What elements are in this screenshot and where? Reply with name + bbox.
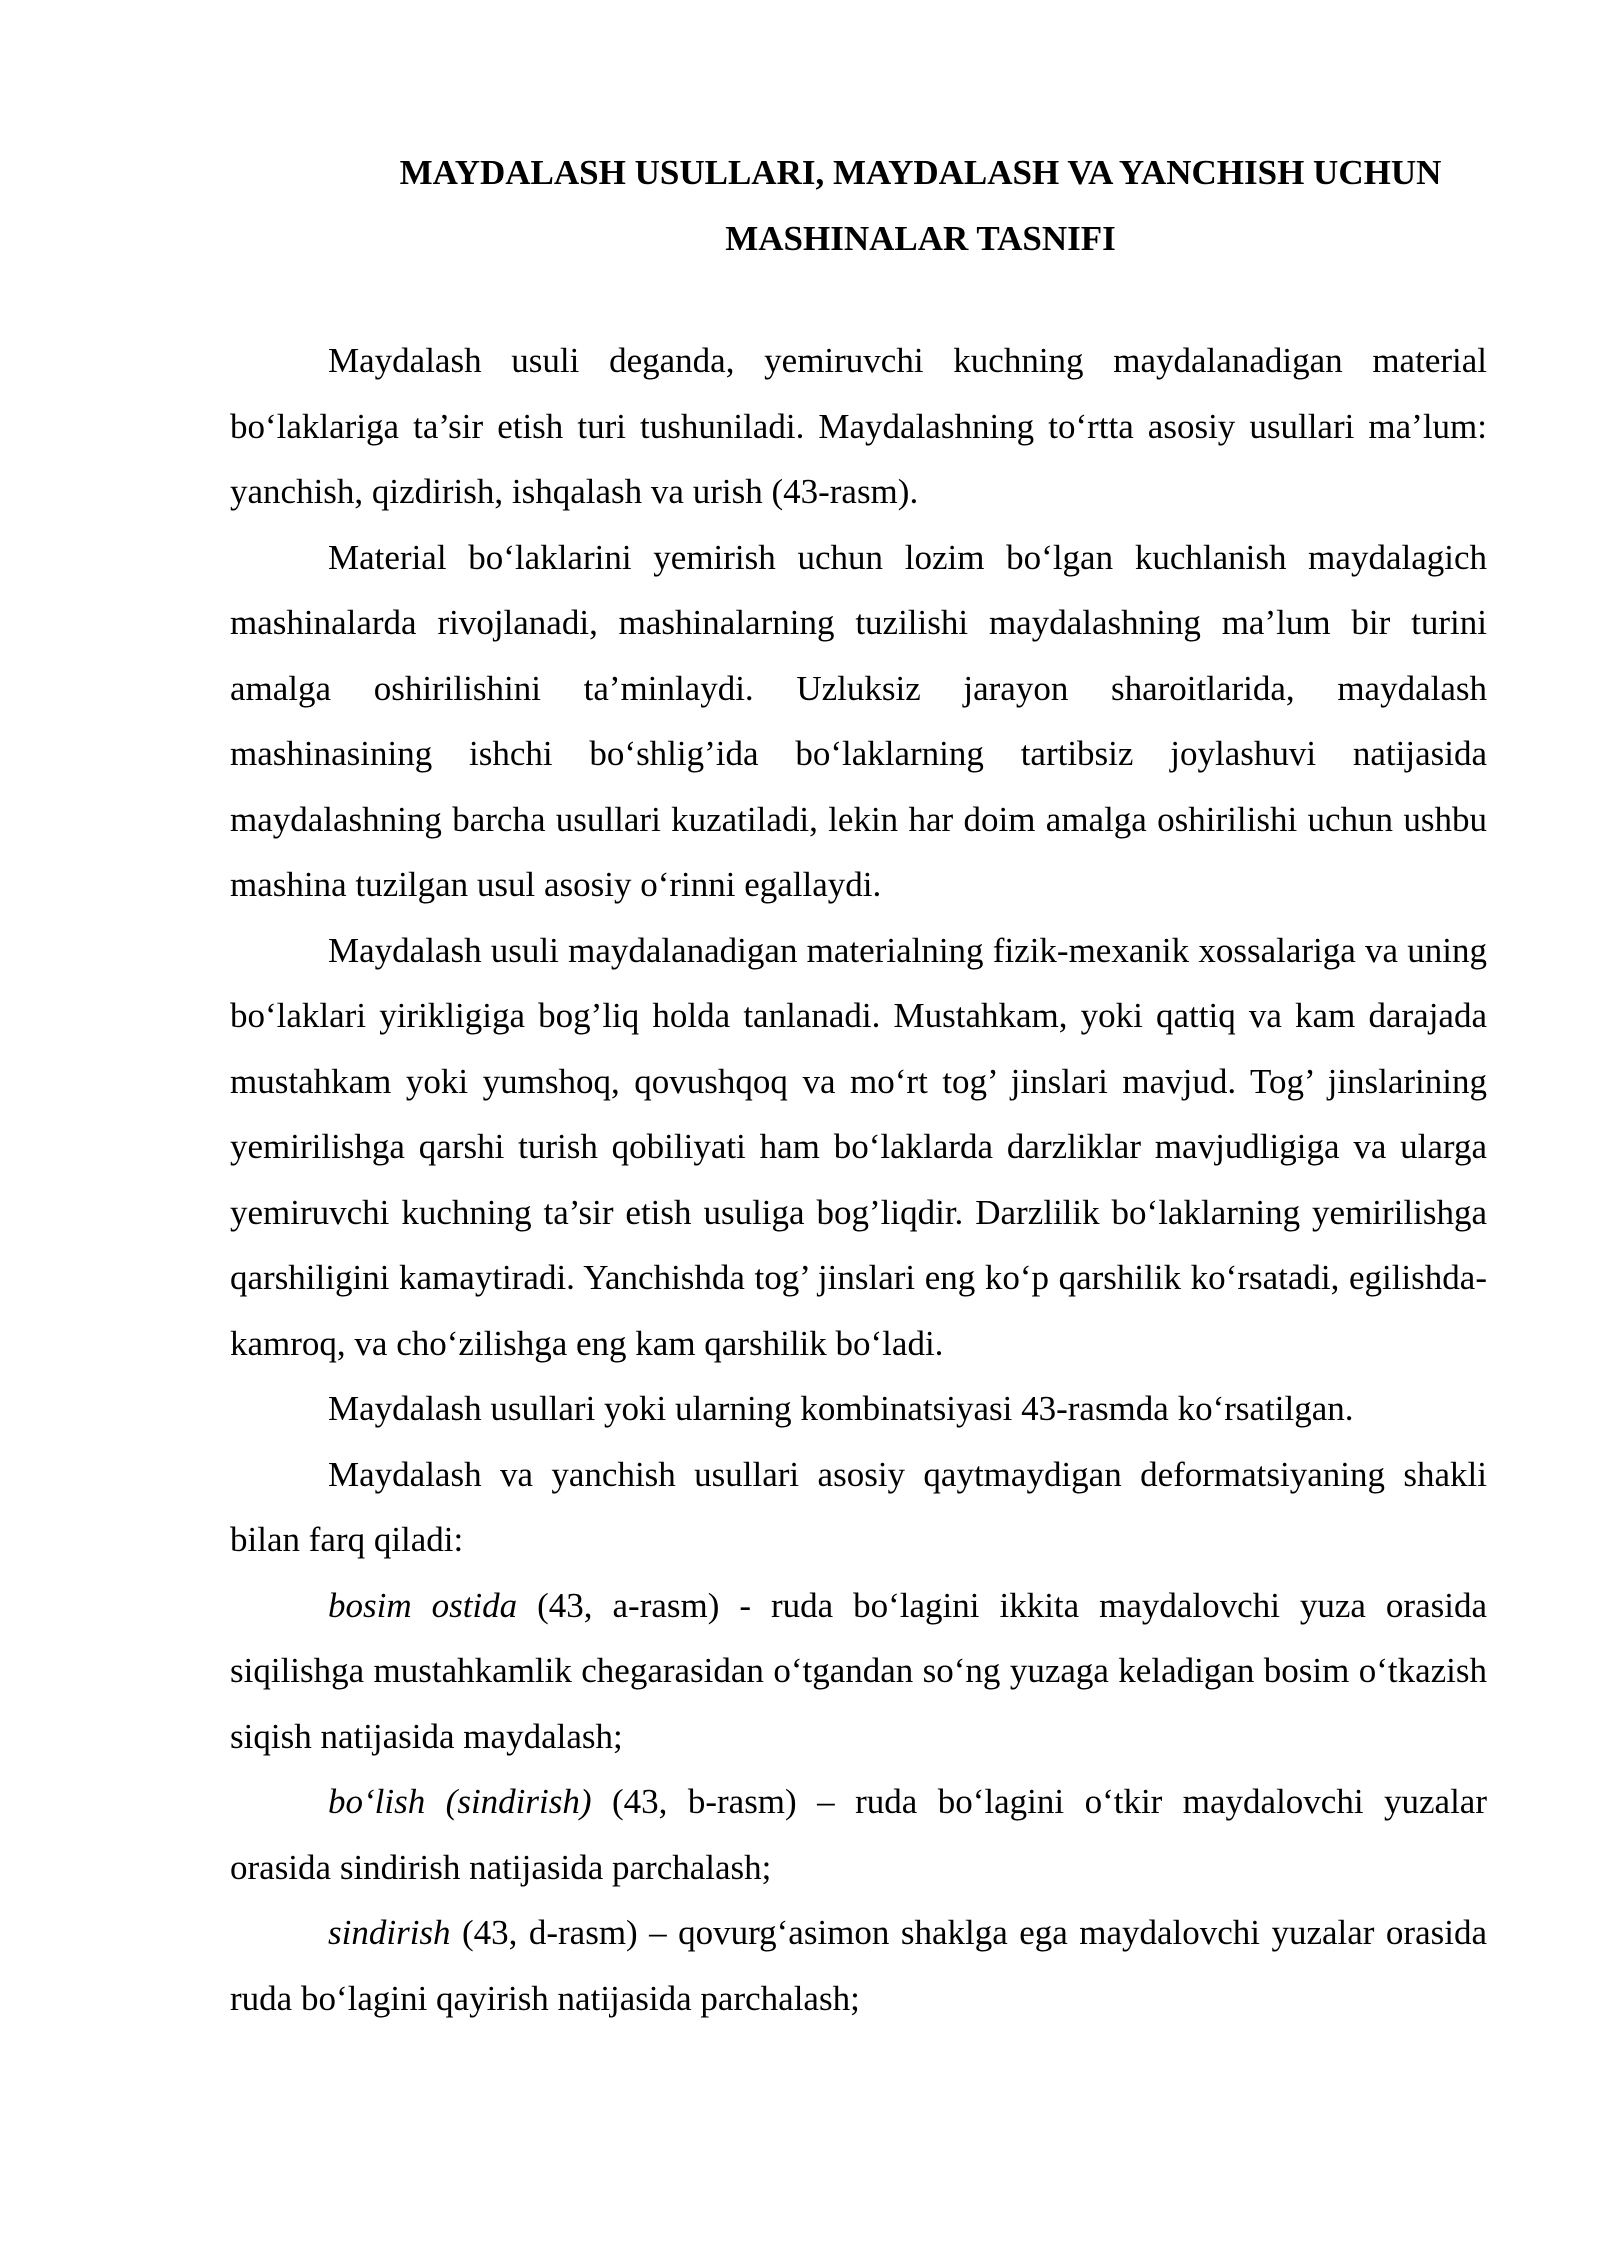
paragraph-deformation-intro <box>230 1442 1487 1573</box>
definition-splitting <box>230 1769 1487 1900</box>
paragraph-text: Maydalash usullari yoki ularning kombinatsiyasi 43-rasmda ko‘rsatilgan. <box>328 1389 1354 1428</box>
definition-text: (43, d-rasm) – qovurg‘asimon shaklga ega maydalovchi yuzalar orasida ruda bo‘lagini qayirish natijasida parchalash; <box>230 1913 1487 2018</box>
definition-breaking <box>230 1900 1487 2031</box>
title-line-2: MASHINALAR TASNIFI <box>725 219 1116 258</box>
paragraph-text: Material bo‘laklarini yemirish uchun lozim bo‘lgan kuchlanish maydalagich mashinalarda rivojlanadi, mashinalarning tuzilishi maydalashning ma’lum bir turini amalga oshirilishini ta’minlaydi. Uzluksiz jarayon sharoitlarida, maydalash mashinasining ishchi bo‘shlig’ida bo‘laklarning tartibsiz joylashuvi natijasida maydalashning barcha usullari kuzatiladi, lekin har doim amalga oshirilishi uchun ushbu mashina tuzilgan usul asosiy o‘rinni egallaydi. <box>230 537 1487 904</box>
paragraph-text: Maydalash usuli maydalanadigan materialning fizik-mexanik xossalariga va uning bo‘laklari yirikligiga bog’liq holda tanlanadi. Mustahkam, yoki qattiq va kam darajada mustahkam yoki yumshoq, qovushqoq va mo‘rt tog’ jinslari mavjud. Tog’ jinslarining yemirilishga qarshi turish qobiliyati ham bo‘laklarda darzliklar mavjudligiga va ularga yemiruvchi kuchning ta’sir etish usuliga bog’liqdir. Darzlilik bo‘laklarning yemirilishga qarshiligini kamaytiradi. Yanchishda tog’ jinslari eng ko‘p qarshilik ko‘rsatadi, egilishda-kamroq, va cho‘zilishga eng kam qarshilik bo‘ladi. <box>230 930 1487 1363</box>
page-title <box>230 140 1487 272</box>
paragraph-method-definition <box>230 328 1487 525</box>
title-line-1: MAYDALASH USULLARI, MAYDALASH VA YANCHISH UCHUN <box>399 153 1442 192</box>
definition-text: (43, b-rasm) – ruda bo‘lagini o‘tkir maydalovchi yuzalar orasida sindirish natijasida parchalash; <box>230 1782 1487 1887</box>
definition-term: sindirish <box>328 1913 451 1952</box>
document-page <box>230 140 1487 2031</box>
paragraph-text: Maydalash usuli deganda, yemiruvchi kuchning maydalanadigan material bo‘laklariga ta’sir etish turi tushuniladi. Maydalashning to‘rtta asosiy usullari ma’lum: yanchish, qizdirish, ishqalash va urish (43-rasm). <box>230 341 1487 511</box>
paragraph-method-selection <box>230 918 1487 1377</box>
paragraph-combination-reference <box>230 1376 1487 1442</box>
definition-pressure <box>230 1573 1487 1770</box>
paragraph-text: Maydalash va yanchish usullari asosiy qaytmaydigan deformatsiyaning shakli bilan farq qiladi: <box>230 1454 1487 1559</box>
definition-text: (43, a-rasm) - ruda bo‘lagini ikkita maydalovchi yuza orasida siqilishga mustahkamlik chegarasidan o‘tgandan so‘ng yuzaga keladigan bosim o‘tkazish siqish natijasida maydalash; <box>230 1585 1487 1756</box>
definition-term: bo‘lish (sindirish) <box>328 1782 592 1821</box>
definition-term: bosim ostida <box>328 1585 518 1625</box>
paragraph-machine-stress <box>230 525 1487 918</box>
